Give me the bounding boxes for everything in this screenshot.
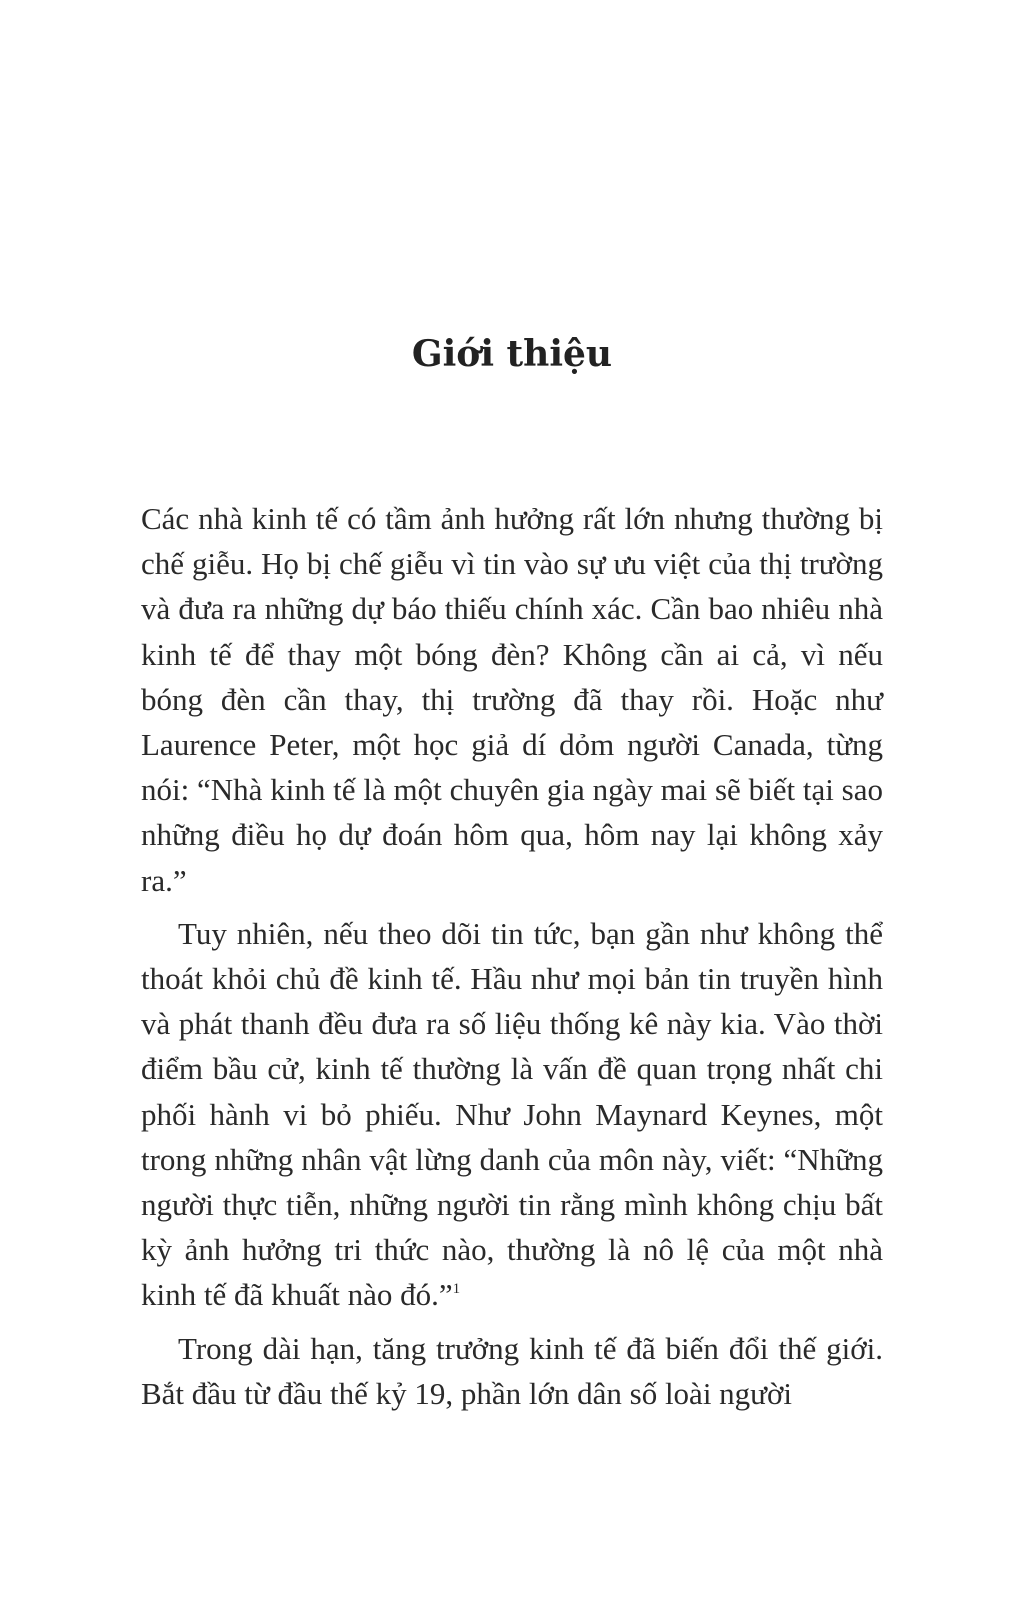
- chapter-title: Giới thiệu: [411, 333, 613, 375]
- paragraph-2: [141, 911, 883, 1318]
- footnote-marker[interactable]: 1: [452, 1281, 461, 1298]
- paragraph-2-text: Tuy nhiên, nếu theo dõi tin tức, bạn gần như không thể thoát khỏi chủ đề kinh tế. Hầu như mọi bản tin truyền hình và phát thanh đều đưa ra số liệu thống kê này kia. Vào thời điểm bầu cử, kinh tế thường là vấn đề quan trọng nhất chi phối hành vi bỏ phiếu. Như John Maynard Keynes, một trong những nhân vật lừng danh của môn này, viết: “Những người thực tiễn, những người tin rằng mình không chịu bất kỳ ảnh hưởng tri thức nào, thường là nô lệ của một nhà kinh tế đã khuất nào đó.”: [141, 915, 883, 1313]
- chapter-body: [141, 496, 883, 1424]
- paragraph-3: Trong dài hạn, tăng trưởng kinh tế đã biến đổi thế giới. Bắt đầu từ đầu thế kỷ 19, phần lớn dân số loài người: [141, 1330, 883, 1411]
- paragraph-1: Các nhà kinh tế có tầm ảnh hưởng rất lớn nhưng thường bị chế giễu. Họ bị chế giễu vì tin vào sự ưu việt của thị trường và đưa ra những dự báo thiếu chính xác. Cần bao nhiêu nhà kinh tế để thay một bóng đèn? Không cần ai cả, vì nếu bóng đèn cần thay, thị trường đã thay rồi. Hoặc như Laurence Peter, một học giả dí dỏm người Canada, từng nói: “Nhà kinh tế là một chuyên gia ngày mai sẽ biết tại sao những điều họ dự đoán hôm qua, hôm nay lại không xảy ra.”: [141, 501, 883, 898]
